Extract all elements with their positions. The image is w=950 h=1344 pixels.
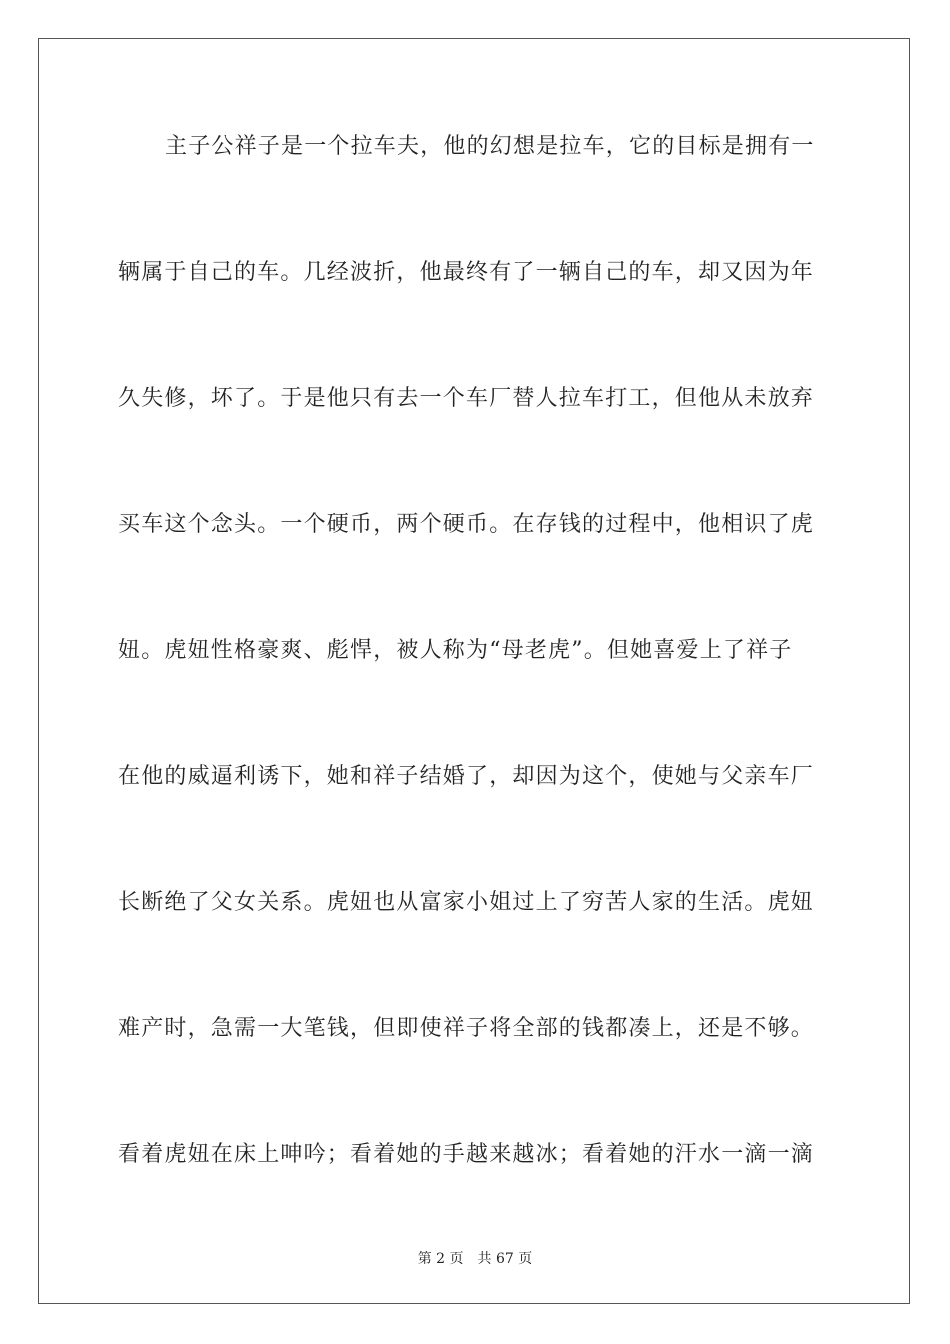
page-footer	[0, 1248, 950, 1268]
text-line: 长断绝了父女关系。虎妞也从富家小姐过上了穷苦人家的生活。虎妞	[118, 890, 815, 915]
text-line: 看着虎妞在床上呻吟；看着她的手越来越冰；看着她的汗水一滴一滴	[118, 1142, 815, 1167]
page-number: 第 2 页	[417, 1251, 464, 1267]
text-line: 主子公祥子是一个拉车夫，他的幻想是拉车，它的目标是拥有一	[165, 134, 815, 159]
text-line: 在他的威逼利诱下，她和祥子结婚了，却因为这个，使她与父亲车厂	[118, 764, 815, 789]
text-line: 辆属于自己的车。几经波折，他最终有了一辆自己的车，却又因为年	[118, 260, 815, 285]
text-line: 买车这个念头。一个硬币，两个硬币。在存钱的过程中，他相识了虎	[118, 512, 815, 537]
text-line: 难产时，急需一大笔钱，但即使祥子将全部的钱都凑上，还是不够。	[118, 1016, 815, 1041]
total-pages: 共 67 页	[477, 1251, 533, 1267]
text-line: 久失修，坏了。于是他只有去一个车厂替人拉车打工，但他从未放弃	[118, 386, 815, 411]
document-body	[118, 128, 834, 1262]
text-line: 妞。虎妞性格豪爽、彪悍，被人称为“母老虎”。但她喜爱上了祥子	[118, 638, 793, 663]
